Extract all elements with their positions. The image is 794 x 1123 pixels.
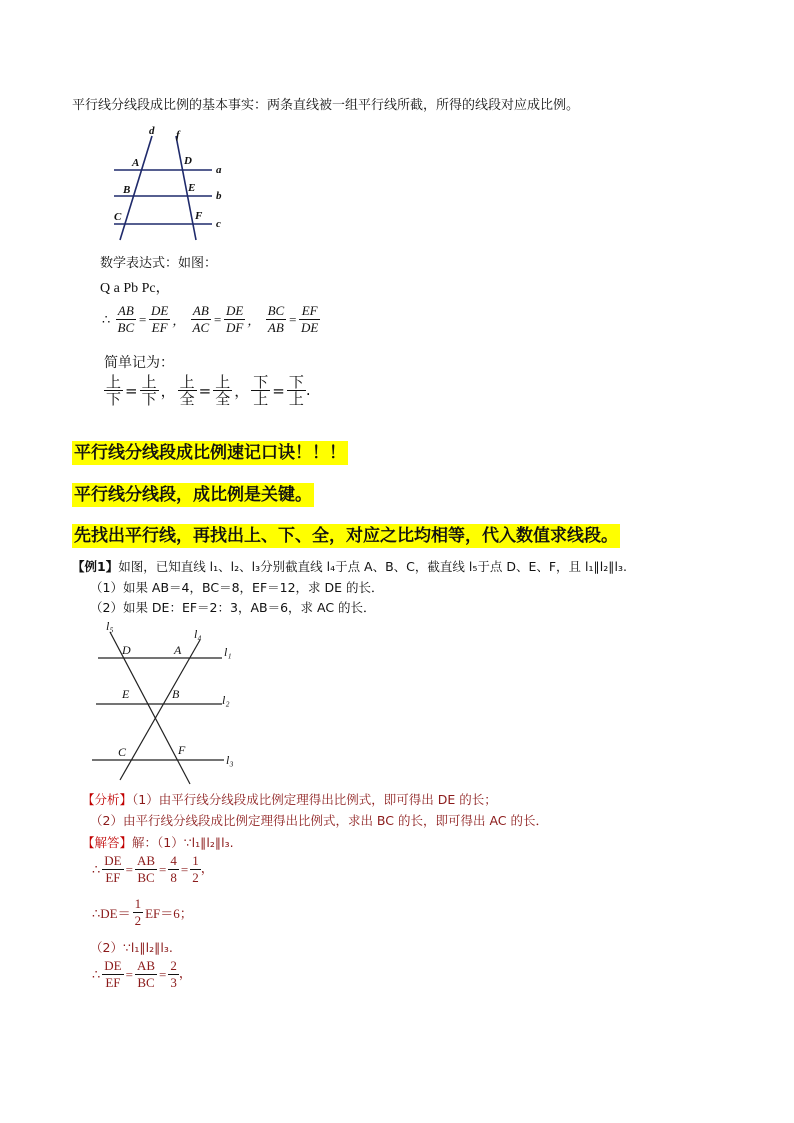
label-c: c — [216, 218, 221, 230]
label-l1: l₁ — [224, 645, 232, 659]
line-l4 — [120, 640, 200, 780]
mnemonic-line-2: 先找出平行线，再找出上、下、全，对应之比均相等，代入数值求线段。 — [74, 526, 618, 546]
fraction: $\frac{AB}{BC}$ — [136, 853, 156, 885]
label-A: A — [174, 643, 182, 657]
label-B: B — [172, 687, 180, 701]
fraction: $\frac{2}{3}$ — [170, 958, 177, 990]
label-E: E — [188, 182, 196, 194]
fraction: $\frac{1}{2}$ — [134, 896, 142, 928]
example-tag: 【例1】 — [72, 559, 119, 574]
label-l4: l₄ — [194, 627, 202, 641]
label-D: D — [122, 643, 131, 657]
answer-line-1: 【解答】解：（1）∵l₁∥l₂∥l₃. — [82, 835, 234, 850]
analysis-line-1: 【分析】（1）由平行线分线段成比例定理得出比例式，即可得出 DE 的长； — [82, 792, 497, 807]
therefore-symbol: ∴ — [102, 311, 111, 327]
fraction: $\frac{\text{上}}{\text{全}}$ — [215, 373, 231, 408]
example-text: 如图，已知直线 l₁、l₂、l₃分别截直线 l₄于点 A、B、C，截直线 l₅于点 D、E、F，且 l₁∥l₂∥l₃. — [118, 559, 627, 574]
given-statement: Q a Pb Pc， — [100, 281, 170, 296]
label-l2: l₂ — [222, 693, 230, 707]
label-A: A — [132, 157, 140, 169]
example-statement — [72, 557, 782, 575]
simple-label: 简单记为： — [104, 355, 174, 371]
fraction: $\frac{\text{上}}{\text{下}}$ — [141, 373, 157, 408]
label-E: E — [122, 687, 130, 701]
answer-equation-2: ∴ $\frac{DE}{EF}$ = $\frac{AB}{BC}$ = $\frac{2}{3}$ ， — [92, 958, 192, 990]
simple-equations: $\frac{\text{上}}{\text{下}}$ = $\frac{\text{上}}{\text{下}}$ ， $\frac{\text{上}}{\text{全}}$ = $\frac{\text{上}}{\text{全}}$ ， $\frac{\text{下}}{\text{上}}$ = $\frac{\text{下}}{\text{上}}$ . — [106, 373, 311, 408]
label-B: B — [123, 184, 131, 196]
label-f: f — [176, 129, 180, 141]
figure-parallel-lines-2 — [88, 618, 248, 788]
fraction: $\frac{AB}{AC}$ — [192, 303, 210, 335]
fraction: $\frac{\text{上}}{\text{下}}$ — [106, 373, 122, 408]
label-l5: l₅ — [106, 619, 114, 633]
ratio-equations: ∴ $\frac{AB}{BC}$ = $\frac{DE}{EF}$ ， $\frac{AB}{AC}$ = $\frac{DE}{DF}$ ， $\frac{BC}{AB}$ = $\frac{EF}{DE}$ — [102, 303, 319, 335]
math-label: 数学表达式：如图： — [100, 256, 218, 271]
fraction: $\frac{\text{下}}{\text{上}}$ — [288, 373, 304, 408]
analysis-tag: 【分析】 — [82, 792, 133, 807]
fraction: $\frac{\text{下}}{\text{上}}$ — [253, 373, 269, 408]
label-b: b — [216, 190, 222, 202]
analysis-line-2: （2）由平行线分线段成比例定理得出比例式，求出 BC 的长，即可得出 AC 的长． — [90, 813, 548, 828]
label-C: C — [118, 745, 127, 759]
figure-parallel-lines-1 — [100, 124, 240, 244]
fraction: $\frac{DE}{EF}$ — [104, 958, 122, 990]
label-F: F — [178, 743, 186, 757]
fraction: $\frac{BC}{AB}$ — [267, 303, 285, 335]
fraction: $\frac{AB}{BC}$ — [136, 958, 156, 990]
fraction: $\frac{4}{8}$ — [170, 853, 177, 885]
label-F: F — [195, 210, 203, 222]
fraction: $\frac{1}{2}$ — [192, 853, 199, 885]
answer-equation-1: ∴ $\frac{DE}{EF}$ = $\frac{AB}{BC}$ = $\frac{4}{8}$ = $\frac{1}{2}$ ， — [92, 853, 214, 885]
question-1: （1）如果 AB＝4，BC＝8，EF＝12，求 DE 的长． — [90, 580, 384, 595]
answer-de-value: ∴DE＝ $\frac{1}{2}$ EF＝6； — [92, 896, 193, 928]
mnemonic-line-1: 平行线分线段，成比例是关键。 — [74, 485, 312, 505]
fraction: $\frac{DE}{EF}$ — [104, 853, 122, 885]
label-D: D — [184, 155, 192, 167]
label-C: C — [114, 211, 122, 223]
answer-part-2: （2）∵l₁∥l₂∥l₃. — [90, 940, 173, 955]
fraction: $\frac{EF}{DE}$ — [300, 303, 319, 335]
intro-text: 平行线分线段成比例的基本事实：两条直线被一组平行线所截，所得的线段对应成比例。 — [72, 98, 580, 113]
fraction: $\frac{AB}{BC}$ — [117, 303, 135, 335]
fraction: $\frac{DE}{EF}$ — [150, 303, 169, 335]
fraction: $\frac{DE}{DF}$ — [225, 303, 244, 335]
answer-tag: 【解答】 — [82, 835, 133, 850]
label-d: d — [149, 125, 155, 137]
mnemonic-title: 平行线分线段成比例速记口诀！！！ — [74, 443, 346, 463]
label-l3: l₃ — [226, 753, 234, 767]
label-a: a — [216, 164, 222, 176]
question-2: （2）如果 DE：EF＝2：3，AB＝6，求 AC 的长． — [90, 600, 376, 615]
fraction: $\frac{\text{上}}{\text{全}}$ — [179, 373, 195, 408]
